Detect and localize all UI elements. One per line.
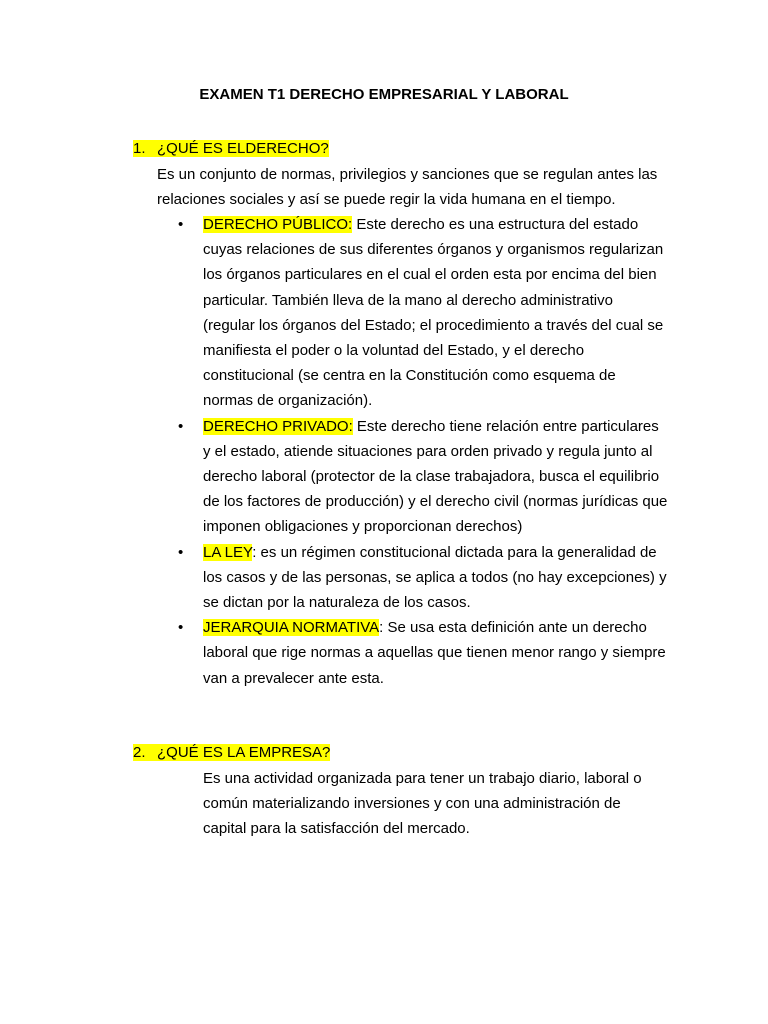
section-1-heading-highlight (133, 140, 329, 157)
bullet-term: JERARQUIA NORMATIVA (203, 619, 380, 637)
bullet-term: DERECHO PÚBLICO: (203, 216, 353, 233)
bullet-dot-icon: • (178, 216, 184, 233)
section-1-heading (133, 138, 329, 160)
section-2-intro: Es una actividad organizada para tener un trabajo diario, laboral o común materializando inversiones y con una administración de capital para la satisfacción del mercado. (203, 770, 642, 838)
bullet-derecho-privado (178, 414, 668, 540)
section-1-intro: Es un conjunto de normas, privilegios y sanciones que se regulan antes las relaciones sociales y así se puede regir la vida humana en el tiempo. (157, 166, 658, 209)
bullet-dot-icon: • (178, 417, 184, 435)
bullet-term: DERECHO PRIVADO: (203, 417, 353, 435)
section-1-bullet-list (178, 212, 668, 691)
bullet-dot-icon: • (178, 543, 184, 561)
section-1-number: 1. (133, 140, 146, 157)
bullet-jerarquia-normativa (178, 615, 668, 691)
bullet-text: Este derecho tiene relación entre particulares y el estado, atiende situaciones para orden privado y regula junto al derecho laboral (protector de la clase trabajadora, busca el equilibrio de los factores de producción) y el derecho civil (normas jurídicas que imponen obligaciones y proporcionan derechos) (203, 417, 668, 536)
section-2-number: 2. (133, 744, 146, 761)
bullet-text: Este derecho es una estructura del estado cuyas relaciones de sus diferentes órganos y organismos regularizan los órganos particulares en el cual el orden esta por encima del bien particular. También lleva de la mano al derecho administrativo (regular los órganos del Estado; el procedimiento a través del cual se manifiesta el poder o la voluntad del Estado, y el derecho constitucional (se centra en la Constitución como esquema de normas de organización). (203, 216, 664, 410)
document-title: EXAMEN T1 DERECHO EMPRESARIAL Y LABORAL (199, 86, 569, 103)
bullet-derecho-publico (178, 212, 668, 414)
section-2-heading (133, 742, 330, 764)
section-2-heading-text: ¿QUÉ ES LA EMPRESA? (157, 744, 331, 761)
bullet-la-ley (178, 540, 668, 616)
bullet-text: : Se usa esta definición ante un derecho laboral que rige normas a aquellas que tienen menor rango y siempre van a prevalecer ante esta. (203, 619, 666, 687)
section-2-heading-highlight (133, 744, 330, 761)
bullet-term: LA LEY (203, 543, 253, 561)
bullet-dot-icon: • (178, 619, 184, 637)
bullet-text: : es un régimen constitucional dictada para la generalidad de los casos y de las personas, se aplica a todos (no hay excepciones) y se dictan por la naturaleza de los casos. (203, 543, 667, 612)
section-1-heading-text: ¿QUÉ ES ELDERECHO? (157, 140, 329, 157)
